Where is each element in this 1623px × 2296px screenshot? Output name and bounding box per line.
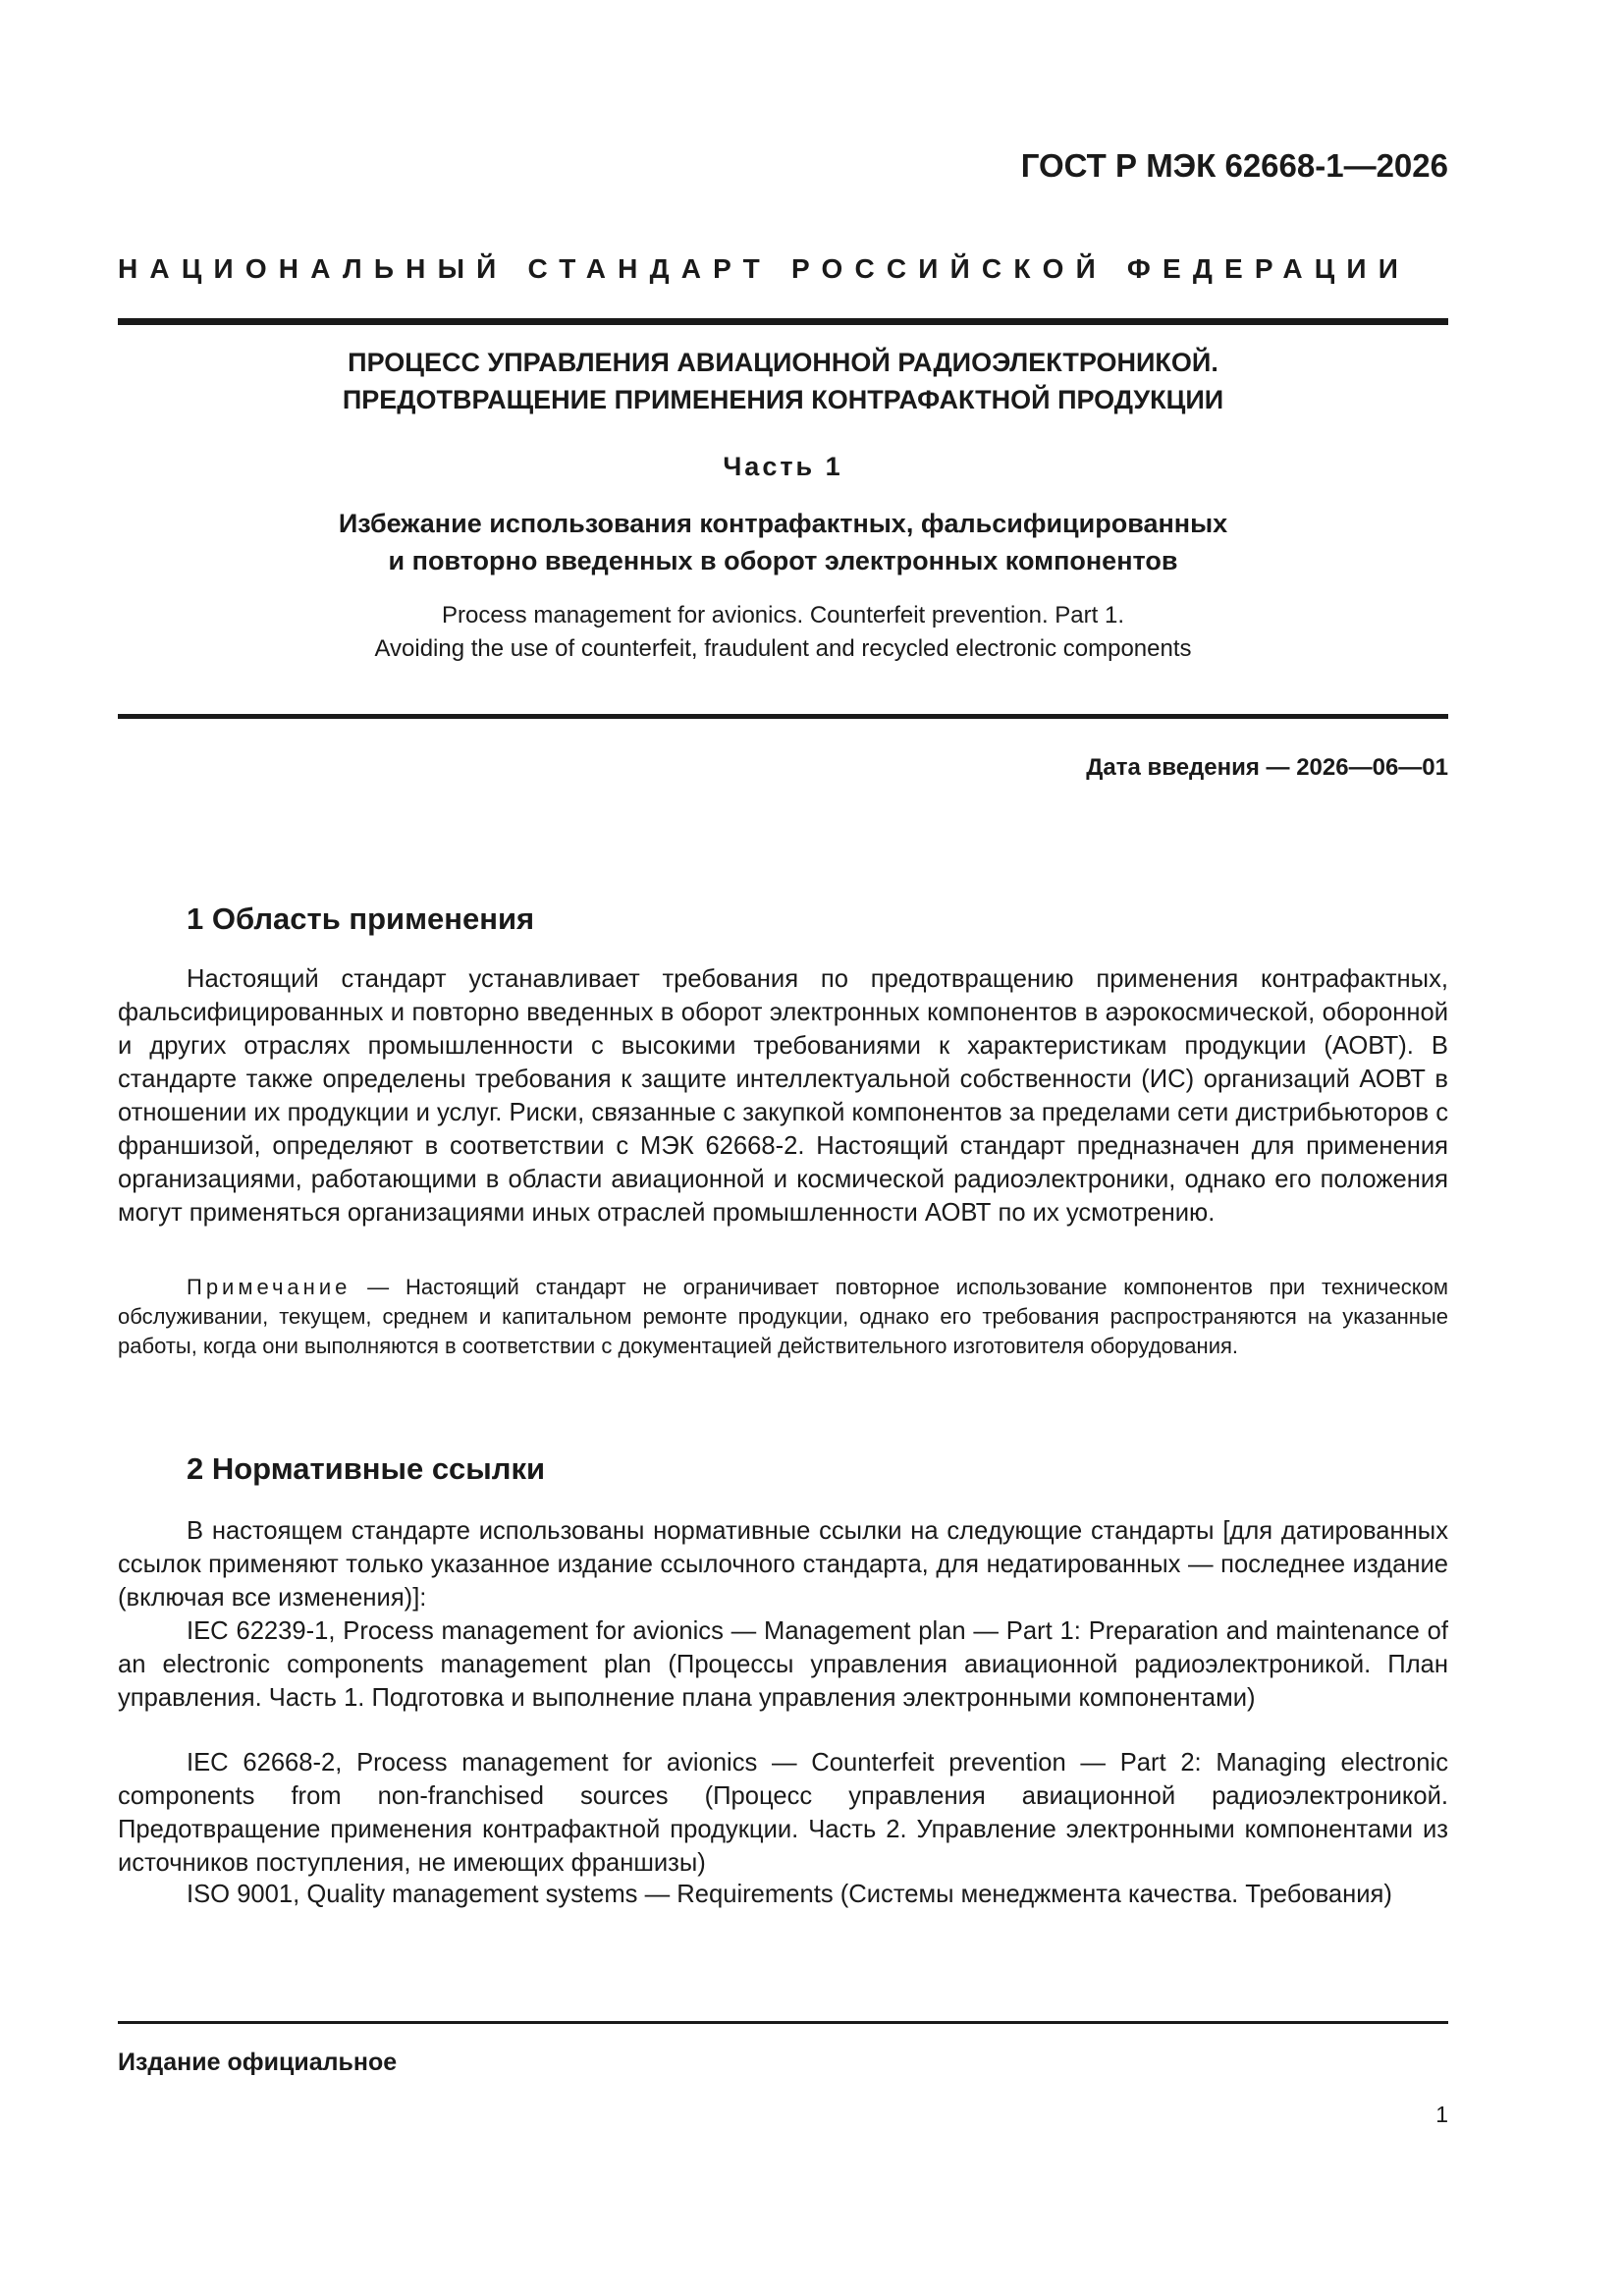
note-text: — Настоящий стандарт не ограничивает повторное использование компонентов при техническом обслуживании, текущем, среднем и капитальном ремонте продукции, однако его требования распространяются на указанные работы, когда они выполняются в соответствии с документацией действительного изготовителя оборудования. — [118, 1275, 1448, 1358]
footer-divider — [118, 2021, 1448, 2024]
subtitle-line-2: и повторно введенных в оборот электронных компонентов — [388, 546, 1178, 575]
english-title-line-1: Process management for avionics. Counterfeit prevention. Part 1. — [441, 602, 1124, 629]
main-title-line-1: ПРОЦЕСС УПРАВЛЕНИЯ АВИАЦИОННОЙ РАДИОЭЛЕКТРОНИКОЙ. — [348, 348, 1218, 377]
page-number: 1 — [1435, 2102, 1448, 2127]
section-1-paragraph: Настоящий стандарт устанавливает требования по предотвращению применения контрафактных, фальсифицированных и повторно введенных в оборот электронных компонентов в аэрокосмической, оборонной и других отраслях промышленности с высокими требованиями к характеристикам продукции (АОВТ). В стандарте также определены требования к защите интеллектуальной собственности (ИС) организаций АОВТ в отношении их продукции и услуг. Риски, связанные с закупкой компонентов за пределами сети дистрибьюторов с франшизой, определяют в соответствии с МЭК 62668-2. Настоящий стандарт предназначен для применения организациями, работающими в области авиационной и космической радиоэлектроники, однако его положения могут применяться организациями иных отраслей промышленности АОВТ по их усмотрению. — [118, 965, 1448, 1227]
main-title — [118, 344, 1448, 418]
introduction-date: Дата введения — 2026—06—01 — [1086, 754, 1448, 781]
reference-item: IEC 62668-2, Process management for avionics — Counterfeit prevention — Part 2: Managing electronic components from non-franchised sources (Процесс управления авиационной радиоэлектроникой. Предотвращение применения контрафактной продукции. Часть 2. Управление электронными компонентами из источников поступления, не имеющих франшизы) — [118, 1749, 1448, 1877]
top-divider — [118, 318, 1448, 325]
national-standard-banner: НАЦИОНАЛЬНЫЙ СТАНДАРТ РОССИЙСКОЙ ФЕДЕРАЦИИ — [118, 253, 1411, 284]
reference-item: IEC 62239-1, Process management for avionics — Management plan — Part 1: Preparation and maintenance of an electronic components management plan (Процессы управления авиационной радиоэлектроникой. План управления. Часть 1. Подготовка и выполнение плана управления электронными компонентами) — [118, 1617, 1448, 1712]
part-label: Часть 1 — [723, 452, 843, 481]
document-page — [118, 0, 1448, 2296]
edition-label: Издание официальное — [118, 2049, 398, 2076]
section-2-paragraph: В настоящем стандарте использованы нормативные ссылки на следующие стандарты [для датированных ссылок применяют только указанное издание ссылочного стандарта, для недатированных — последнее издание (включая все изменения)]: — [118, 1517, 1448, 1612]
section-2-heading: 2 Нормативные ссылки — [187, 1451, 546, 1486]
section-1-heading: 1 Область применения — [187, 902, 535, 936]
note-label: Примечание — [187, 1275, 352, 1299]
reference-item: ISO 9001, Quality management systems — Requirements (Системы менеджмента качества. Требования) — [187, 1881, 1392, 1908]
standard-code: ГОСТ Р МЭК 62668-1—2026 — [1020, 147, 1448, 184]
english-title-line-2: Avoiding the use of counterfeit, fraudulent and recycled electronic components — [374, 635, 1192, 662]
main-title-line-2: ПРЕДОТВРАЩЕНИЕ ПРИМЕНЕНИЯ КОНТРАФАКТНОЙ ПРОДУКЦИИ — [342, 385, 1224, 414]
english-title — [118, 599, 1448, 666]
middle-divider — [118, 714, 1448, 719]
section-1-note — [118, 1273, 1448, 1361]
title-block — [118, 344, 1448, 666]
subtitle-line-1: Избежание использования контрафактных, фальсифицированных — [338, 509, 1228, 538]
subtitle — [118, 505, 1448, 579]
